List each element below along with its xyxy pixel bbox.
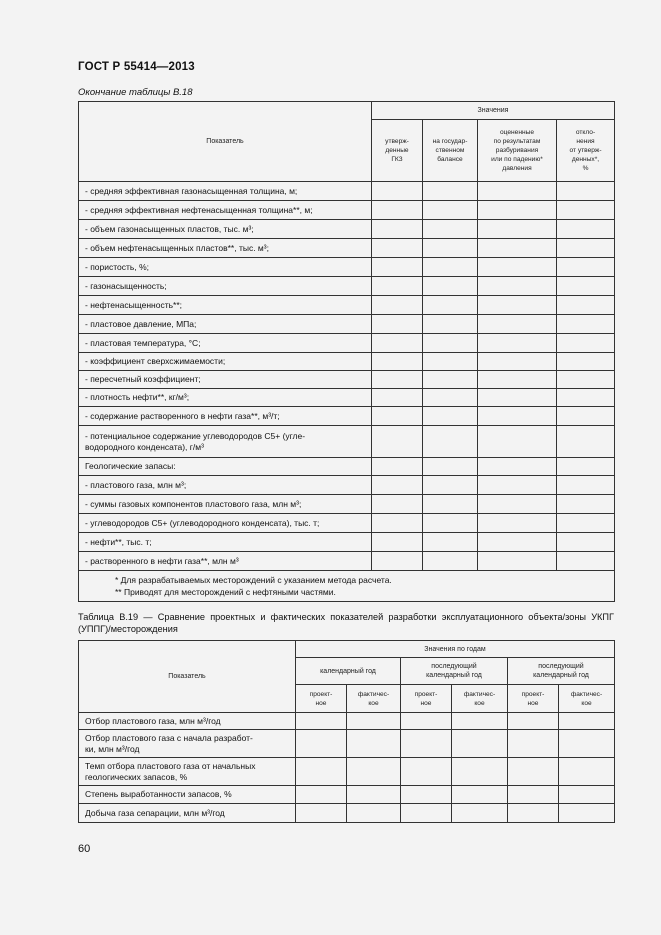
value-cell [296,713,347,730]
table-row [79,514,615,533]
value-cell [372,458,423,476]
table-notes-row [79,571,615,602]
value-cell [372,371,423,389]
row-label: - объем нефтенасыщенных пластов**, тыс. м³; [79,239,372,258]
value-cell [452,730,508,758]
value-cell [372,426,423,458]
value-cell [452,786,508,804]
value-cell [423,296,478,315]
row-label: Отбор пластового газа с начала разработ- ки, млн м³/год [79,730,296,758]
value-cell [557,407,615,426]
value-cell [372,407,423,426]
table-row [79,371,615,389]
table-caption: Окончание таблицы В.18 [78,87,193,98]
value-cell [372,201,423,220]
value-cell [423,258,478,277]
value-cell [478,220,557,239]
row-label: - суммы газовых компонентов пластового газа, млн м³; [79,495,372,514]
value-cell [372,476,423,495]
table-row [79,713,615,730]
value-cell [478,371,557,389]
row-label: - потенциальное содержание углеводородов С5+ (угле- водородного конденсата), г/м³ [79,426,372,458]
header-projected: проект- ное [401,685,452,713]
value-cell [347,786,401,804]
value-cell [372,533,423,552]
value-cell [423,476,478,495]
table-row [79,730,615,758]
value-cell [372,296,423,315]
comparison-table [78,640,615,823]
value-cell [478,334,557,353]
value-cell [423,277,478,296]
value-cell [296,730,347,758]
table-row [79,389,615,407]
value-cell [557,315,615,334]
header-actual: фактичес- кое [452,685,508,713]
header-year: последующий календарный год [508,658,615,685]
row-label: - коэффициент сверхсжимаемости; [79,353,372,371]
value-cell [478,514,557,533]
value-cell [423,239,478,258]
row-label: - пластовое давление, МПа; [79,315,372,334]
row-label: - углеводородов С5+ (углеводородного конденсата), тыс. т; [79,514,372,533]
row-label: - плотность нефти**, кг/м³; [79,389,372,407]
value-cell [478,296,557,315]
value-cell [478,495,557,514]
row-label: - растворенного в нефти газа**, млн м³ [79,552,372,571]
value-cell [508,804,559,823]
value-cell [508,730,559,758]
value-cell [557,220,615,239]
value-cell [296,786,347,804]
table-row [79,182,615,201]
value-cell [557,258,615,277]
value-cell [423,514,478,533]
header-state-balance: на государ- ственном балансе [423,120,478,182]
row-label: Отбор пластового газа, млн м³/год [79,713,296,730]
value-cell [559,713,615,730]
table-row [79,220,615,239]
header-actual: фактичес- кое [559,685,615,713]
value-cell [557,239,615,258]
value-cell [557,201,615,220]
table-notes [79,571,615,602]
value-cell [478,182,557,201]
row-label: Геологические запасы: [79,458,372,476]
indicators-table [78,101,615,602]
value-cell [372,552,423,571]
value-cell [372,353,423,371]
value-cell [557,389,615,407]
value-cell [557,552,615,571]
value-cell [478,353,557,371]
table-row [79,277,615,296]
row-label: - пластового газа, млн м³; [79,476,372,495]
row-label: - пересчетный коэффициент; [79,371,372,389]
value-cell [557,334,615,353]
value-cell [372,334,423,353]
value-cell [557,476,615,495]
value-cell [478,201,557,220]
table-row [79,458,615,476]
value-cell [423,389,478,407]
value-cell [372,389,423,407]
value-cell [347,713,401,730]
value-cell [478,258,557,277]
value-cell [508,758,559,786]
value-cell [372,315,423,334]
table-row [79,315,615,334]
table-row [79,353,615,371]
row-label: - пластовая температура, °С; [79,334,372,353]
footnote: ** Приводят для месторождений с нефтяными частями. [115,587,336,597]
page-number: 60 [78,843,91,855]
value-cell [347,804,401,823]
value-cell [347,730,401,758]
value-cell [478,407,557,426]
value-cell [478,315,557,334]
value-cell [401,804,452,823]
value-cell [423,201,478,220]
value-cell [372,182,423,201]
footnote: * Для разрабатываемых месторождений с указанием метода расчета. [115,575,392,585]
value-cell [508,713,559,730]
value-cell [423,220,478,239]
value-cell [296,758,347,786]
value-cell [557,353,615,371]
header-estimated: оцененные по результатам разбуривания или по падению* давления [478,120,557,182]
value-cell [478,389,557,407]
row-label: - средняя эффективная нефтенасыщенная толщина**, м; [79,201,372,220]
value-cell [423,182,478,201]
header-param-2: Показатель [79,641,296,713]
header-year: календарный год [296,658,401,685]
table-row [79,426,615,458]
header-param: Показатель [79,102,372,182]
value-cell [478,426,557,458]
value-cell [372,277,423,296]
value-cell [423,334,478,353]
value-cell [557,426,615,458]
table-row [79,495,615,514]
value-cell [559,786,615,804]
value-cell [557,277,615,296]
value-cell [372,514,423,533]
value-cell [423,315,478,334]
value-cell [557,371,615,389]
header-values: Значения [372,102,615,120]
value-cell [423,552,478,571]
table-row [79,334,615,353]
value-cell [478,533,557,552]
value-cell [508,786,559,804]
value-cell [401,713,452,730]
value-cell [372,239,423,258]
value-cell [559,730,615,758]
row-label: - газонасыщенность; [79,277,372,296]
table-row [79,201,615,220]
table-row [79,258,615,277]
value-cell [557,495,615,514]
value-cell [557,533,615,552]
header-projected: проект- ное [296,685,347,713]
row-label: - пористость, %; [79,258,372,277]
value-cell [452,713,508,730]
table-row [79,552,615,571]
row-label: Добыча газа сепарации, млн м³/год [79,804,296,823]
table-row [79,533,615,552]
row-label: - содержание растворенного в нефти газа**, м³/т; [79,407,372,426]
value-cell [372,220,423,239]
value-cell [557,514,615,533]
header-approved: утверж- денные ГКЗ [372,120,423,182]
value-cell [423,458,478,476]
header-actual: фактичес- кое [347,685,401,713]
value-cell [372,258,423,277]
table-row [79,296,615,315]
value-cell [423,371,478,389]
table-row [79,476,615,495]
value-cell [423,426,478,458]
value-cell [559,804,615,823]
value-cell [452,804,508,823]
value-cell [478,458,557,476]
value-cell [423,407,478,426]
row-label: - нефтенасыщенность**; [79,296,372,315]
value-cell [478,552,557,571]
document-code: ГОСТ Р 55414—2013 [78,61,195,73]
table-row [79,786,615,804]
value-cell [557,296,615,315]
table-row [79,758,615,786]
value-cell [423,533,478,552]
header-year-values: Значения по годам [296,641,615,658]
value-cell [401,730,452,758]
header-year: последующий календарный год [401,658,508,685]
row-label: Степень выработанности запасов, % [79,786,296,804]
table-row [79,407,615,426]
value-cell [559,758,615,786]
row-label: - средняя эффективная газонасыщенная толщина, м; [79,182,372,201]
header-deviation: откло- нения от утверж- денных*, % [557,120,615,182]
header-projected: проект- ное [508,685,559,713]
value-cell [478,476,557,495]
value-cell [478,277,557,296]
row-label: - объем газонасыщенных пластов, тыс. м³; [79,220,372,239]
value-cell [423,353,478,371]
value-cell [557,458,615,476]
table-row [79,804,615,823]
table-row [79,239,615,258]
value-cell [401,758,452,786]
value-cell [452,758,508,786]
row-label: Темп отбора пластового газа от начальных геологических запасов, % [79,758,296,786]
value-cell [557,182,615,201]
value-cell [372,495,423,514]
value-cell [478,239,557,258]
row-label: - нефти**, тыс. т; [79,533,372,552]
value-cell [401,786,452,804]
value-cell [296,804,347,823]
value-cell [347,758,401,786]
table-caption-b19: Таблица В.19 — Сравнение проектных и фактических показателей разработки эксплуатационного объекта/зоны УКПГ (УППГ)/месторождения [78,612,614,634]
value-cell [423,495,478,514]
